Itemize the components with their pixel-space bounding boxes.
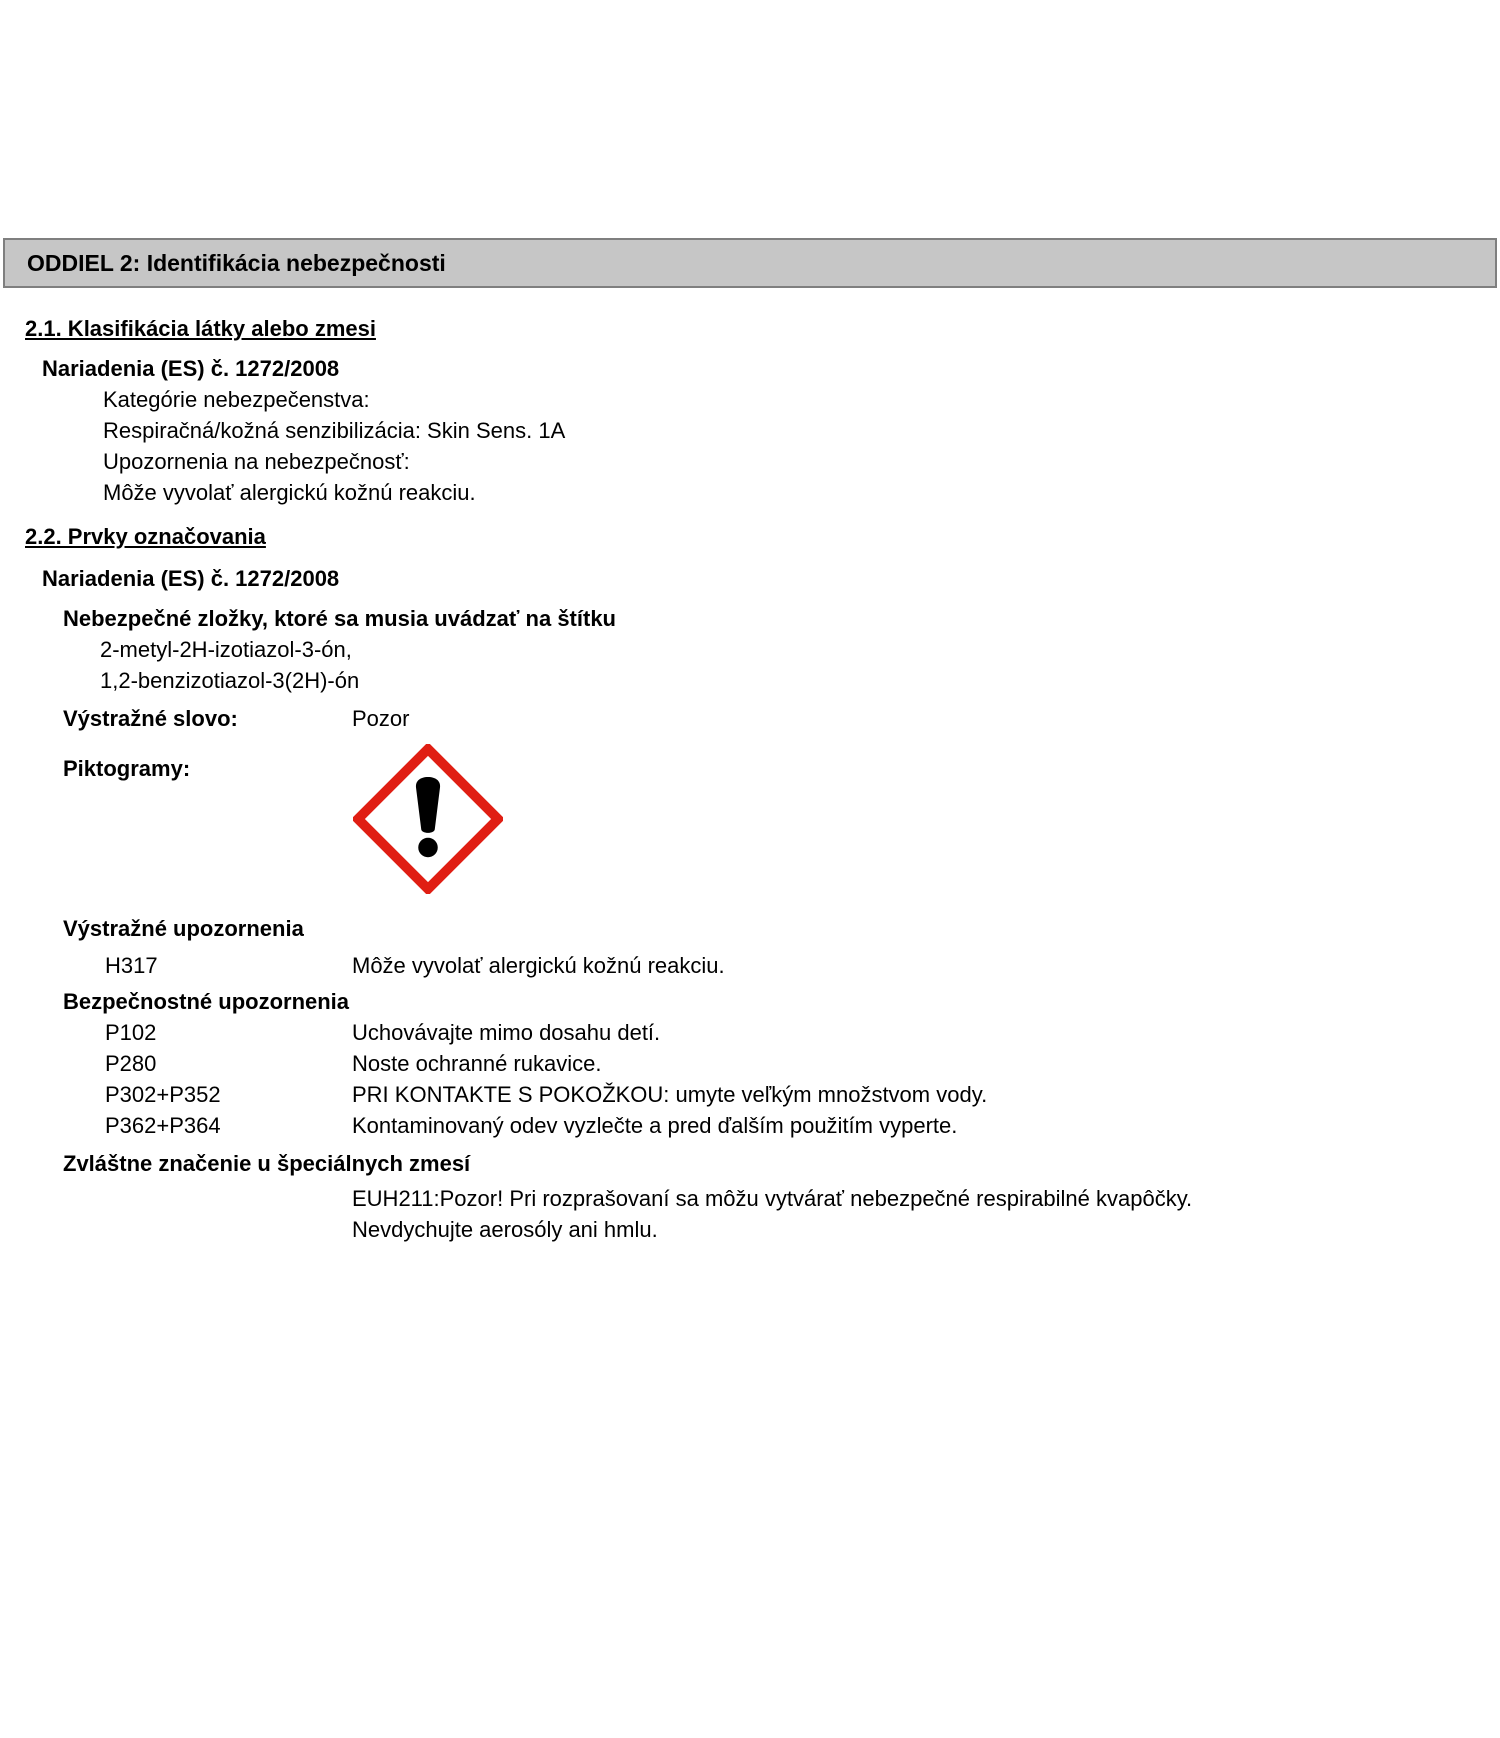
pictograms-row	[63, 744, 1500, 894]
pictograms-label: Piktogramy:	[63, 756, 191, 781]
hazard-statement-code: H317	[105, 953, 158, 978]
precautionary-statement-row	[105, 1017, 1500, 1048]
classification-line: Môže vyvolať alergickú kožnú reakciu.	[103, 480, 476, 505]
special-labelling-line: Nevdychujte aerosóly ani hmlu.	[352, 1217, 658, 1242]
precautionary-statement-row	[105, 1079, 1500, 1110]
special-labelling-heading: Zvláštne značenie u špeciálnych zmesí	[63, 1151, 471, 1176]
special-labelling-lines	[352, 1183, 1500, 1245]
section-header-bar	[3, 238, 1497, 288]
hazardous-components-list	[100, 634, 1500, 696]
classification-lines	[103, 384, 1500, 508]
precautionary-statement-text: Kontaminovaný odev vyzlečte a pred ďalším použitím vyperte.	[352, 1113, 958, 1138]
precautionary-statement-text: Noste ochranné rukavice.	[352, 1051, 602, 1076]
hazard-statement-text: Môže vyvolať alergickú kožnú reakciu.	[352, 953, 725, 978]
regulation-title-labelling: Nariadenia (ES) č. 1272/2008	[42, 566, 340, 591]
heading-classification: 2.1. Klasifikácia látky alebo zmesi	[25, 316, 376, 341]
signal-word-value: Pozor	[352, 706, 410, 731]
precautionary-statement-row	[105, 1048, 1500, 1079]
precautionary-statement-row	[105, 1110, 1500, 1141]
signal-word-row	[63, 704, 1500, 734]
precautionary-statement-code: P362+P364	[105, 1113, 221, 1138]
precautionary-statement-code: P302+P352	[105, 1082, 221, 1107]
classification-line: Upozornenia na nebezpečnosť:	[103, 449, 410, 474]
hazardous-component: 2-metyl-2H-izotiazol-3-ón,	[100, 637, 352, 662]
heading-labelling: 2.2. Prvky označovania	[25, 524, 266, 549]
precautionary-statements-heading: Bezpečnostné upozornenia	[63, 989, 350, 1014]
precautionary-statements-list	[0, 1017, 1500, 1141]
hazardous-components-heading: Nebezpečné zložky, ktoré sa musia uvádzať na štítku	[63, 606, 616, 631]
hazard-statements-heading: Výstražné upozornenia	[63, 916, 304, 941]
precautionary-statement-text: PRI KONTAKTE S POKOŽKOU: umyte veľkým množstvom vody.	[352, 1082, 988, 1107]
classification-line: Respiračná/kožná senzibilizácia: Skin Sens. 1A	[103, 418, 566, 443]
signal-word-label: Výstražné slovo:	[63, 706, 238, 731]
section-title: ODDIEL 2: Identifikácia nebezpečnosti	[27, 249, 446, 276]
ghs07-exclamation-mark-icon	[353, 744, 503, 894]
special-labelling-line: EUH211:Pozor! Pri rozprašovaní sa môžu vytvárať nebezpečné respirabilné kvapôčky.	[352, 1186, 1193, 1211]
hazardous-component: 1,2-benzizotiazol-3(2H)-ón	[100, 668, 360, 693]
classification-line: Kategórie nebezpečenstva:	[103, 387, 370, 412]
regulation-title-classification: Nariadenia (ES) č. 1272/2008	[42, 356, 340, 381]
precautionary-statement-code: P102	[105, 1020, 157, 1045]
hazard-statement-row	[105, 950, 1500, 981]
precautionary-statement-text: Uchovávajte mimo dosahu detí.	[352, 1020, 661, 1045]
precautionary-statement-code: P280	[105, 1051, 157, 1076]
